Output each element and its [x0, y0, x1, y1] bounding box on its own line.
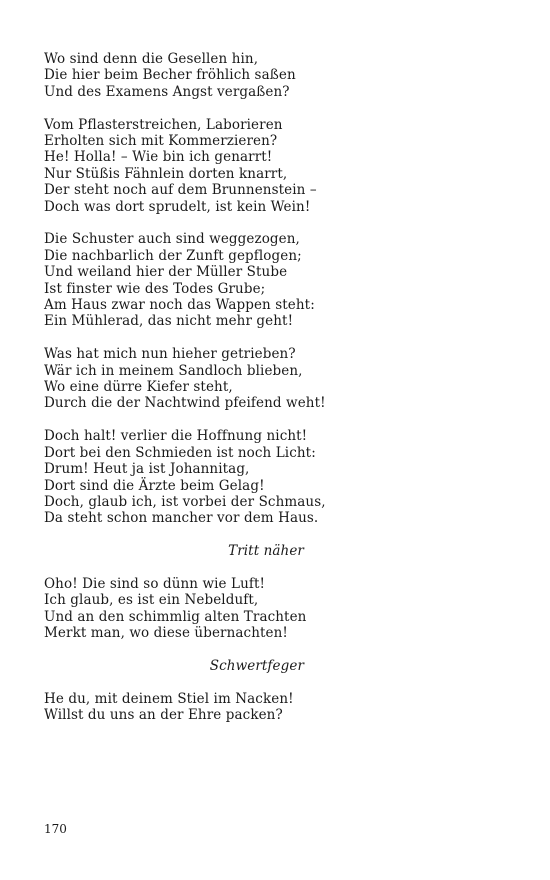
- verse-line: Dort bei den Schmieden ist noch Licht:: [44, 444, 316, 461]
- verse-line: Ein Mühlerad, das nicht mehr geht!: [44, 313, 294, 330]
- verse-line: Die nachbarlich der Zunft gepflogen;: [44, 247, 302, 264]
- stanza: [44, 346, 326, 412]
- verse-line: Wo eine dürre Kiefer steht,: [44, 379, 233, 396]
- stanza: [44, 116, 317, 215]
- verse-line: Drum! Heut ja ist Johannitag,: [44, 461, 250, 478]
- verse-line: Der steht noch auf dem Brunnenstein –: [44, 182, 317, 199]
- verse-line: Wär ich in meinem Sandloch blieben,: [44, 362, 303, 379]
- verse-line: Vom Pflasterstreichen, Laborieren: [44, 116, 283, 133]
- verse-line: Was hat mich nun hieher getrieben?: [44, 346, 296, 363]
- stage-direction: Schwertfeger: [209, 657, 304, 674]
- verse-line: Und weiland hier der Müller Stube: [44, 264, 288, 281]
- verse-line: Nur Stüßis Fähnlein dorten knarrt,: [44, 165, 288, 182]
- verse-line: He du, mit deinem Stiel im Nacken!: [44, 690, 294, 707]
- verse-line: Da steht schon mancher vor dem Haus.: [44, 510, 319, 527]
- stage-direction: Tritt näher: [228, 543, 304, 560]
- verse-line: Ich glaub, es ist ein Nebelduft,: [44, 592, 259, 609]
- stanza: [44, 428, 326, 527]
- stanza: [44, 231, 315, 330]
- stanza: [44, 51, 304, 100]
- verse-line: Und an den schimmlig alten Trachten: [44, 608, 307, 625]
- verse-line: Erholten sich mit Kommerzieren?: [44, 133, 278, 150]
- stanza: [44, 691, 304, 724]
- verse-line: Und des Examens Angst vergaßen?: [44, 83, 290, 100]
- verse-line: Die Schuster auch sind weggezogen,: [44, 231, 300, 248]
- verse-line: Ist finster wie des Todes Grube;: [44, 280, 266, 297]
- verse-line: Dort sind die Ärzte beim Gelag!: [44, 477, 265, 494]
- verse-line: Merkt man, wo diese übernachten!: [44, 625, 288, 642]
- verse-line: Doch was dort sprudelt, ist kein Wein!: [44, 198, 311, 215]
- stanza: [44, 575, 307, 642]
- page-number: 170: [44, 822, 67, 836]
- verse-line: Am Haus zwar noch das Wappen steht:: [44, 297, 315, 314]
- verse-line: Doch halt! verlier die Hoffnung nicht!: [44, 428, 308, 445]
- verse-line: Doch, glaub ich, ist vorbei der Schmaus,: [44, 493, 326, 510]
- verse-line: Oho! Die sind so dünn wie Luft!: [44, 575, 266, 592]
- poem-text-block: [44, 51, 326, 740]
- verse-line: He! Holla! – Wie bin ich genarrt!: [44, 149, 273, 166]
- verse-line: Wo sind denn die Gesellen hin,: [44, 51, 259, 67]
- verse-line: Durch die der Nachtwind pfeifend weht!: [44, 395, 326, 412]
- verse-line: Die hier beim Becher fröhlich saßen: [44, 67, 296, 84]
- verse-line: Willst du uns an der Ehre packen?: [44, 707, 283, 724]
